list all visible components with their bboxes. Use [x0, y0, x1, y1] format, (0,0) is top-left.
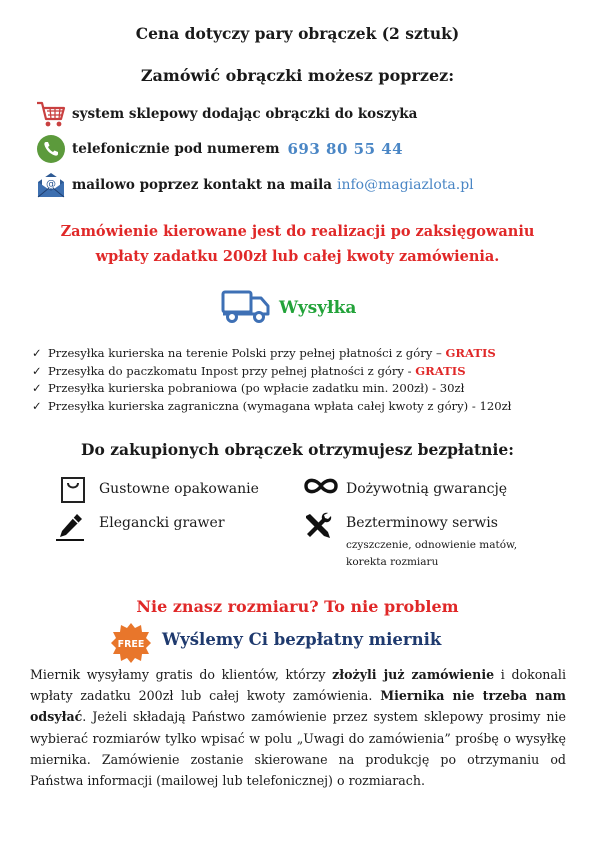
shipping-title: Wysyłka — [279, 298, 357, 318]
infinity-icon — [302, 475, 340, 501]
sizing-title: Nie znasz rozmiaru? To nie problem — [136, 597, 459, 616]
check-icon: ✓ — [32, 363, 42, 378]
order-method-mail — [36, 170, 474, 200]
order-method-phone — [36, 134, 403, 164]
notice-line-2: wpłaty zadatku 200zł lub całej kwoty zamówienia. — [95, 248, 500, 265]
realization-notice — [0, 219, 595, 269]
check-icon: ✓ — [32, 381, 42, 395]
order-phone-text: telefonicznie pod numerem — [72, 141, 280, 157]
tools-icon — [302, 510, 334, 546]
mail-icon — [36, 170, 66, 200]
svg-text:FREE: FREE — [117, 639, 145, 650]
service-detail: czyszczenie, odnowienie matów, korekta rozmiaru — [346, 539, 518, 568]
svg-text:@: @ — [46, 179, 56, 190]
shipping-list — [32, 345, 572, 415]
free-badge-icon — [110, 622, 152, 668]
check-icon: ✓ — [32, 346, 42, 360]
truck-icon — [221, 288, 271, 328]
sizing-subtitle: Wyślemy Ci bezpłatny miernik — [162, 630, 442, 649]
order-mail-text: mailowo poprzez kontakt na maila — [72, 177, 332, 193]
cart-icon — [36, 99, 66, 129]
benefit-service: Bezterminowy serwis — [346, 515, 498, 531]
benefit-engraving: Elegancki grawer — [99, 515, 225, 531]
shipping-item: ✓ Przesyłka kurierska pobraniowa (po wpłacie zadatku min. 200zł) - 30zł — [32, 380, 572, 398]
price-note: Cena dotyczy pary obrączek (2 sztuk) — [135, 24, 460, 43]
benefit-warranty: Dożywotnią gwarancję — [346, 481, 508, 497]
bag-icon — [60, 476, 86, 508]
shipping-item: ✓ Przesyłka kurierska na terenie Polski przy pełnej płatności z góry – GRATIS — [32, 345, 572, 363]
phone-icon — [36, 134, 66, 164]
check-icon: ✓ — [32, 398, 42, 413]
order-shop-text: system sklepowy dodając obrączki do koszyka — [72, 106, 418, 122]
benefits-title: Do zakupionych obrączek otrzymujesz bezpłatnie: — [81, 440, 514, 459]
mail-address[interactable]: info@magiazlota.pl — [336, 177, 474, 193]
sizing-paragraph: Miernik wysyłamy gratis do klientów, którzy złożyli już zamówienie i dokonali wpłaty zadatku 200zł lub całej kwoty zamówienia. Miernika nie trzeba nam odsyłać. Jeżeli składają Państwo zamówienie przez system sklepowy prosimy nie wybierać rozmiarów tylko wpisać w polu „Uwagi do zamówienia” prośbę o wysyłkę miernika. Zamówienie zostanie skierowane na produkcję po otrzymaniu od Państwa informacji (mailowej lub telefonicznej) o rozmiarach. — [30, 667, 566, 789]
order-title: Zamówić obrączki możesz poprzez: — [140, 66, 455, 85]
pen-icon — [55, 510, 87, 546]
shipping-item: ✓ Przesyłka do paczkomatu Inpost przy pełnej płatności z góry - GRATIS — [32, 363, 572, 381]
notice-line-1: Zamówienie kierowane jest do realizacji po zaksięgowaniu — [60, 223, 535, 240]
shipping-header — [221, 288, 356, 328]
phone-number[interactable]: 693 80 55 44 — [287, 140, 404, 158]
benefit-packaging: Gustowne opakowanie — [99, 481, 259, 497]
order-method-shop — [36, 99, 417, 129]
shipping-item: ✓ Przesyłka kurierska zagraniczna (wymagana wpłata całej kwoty z góry) - 120zł — [32, 398, 572, 416]
